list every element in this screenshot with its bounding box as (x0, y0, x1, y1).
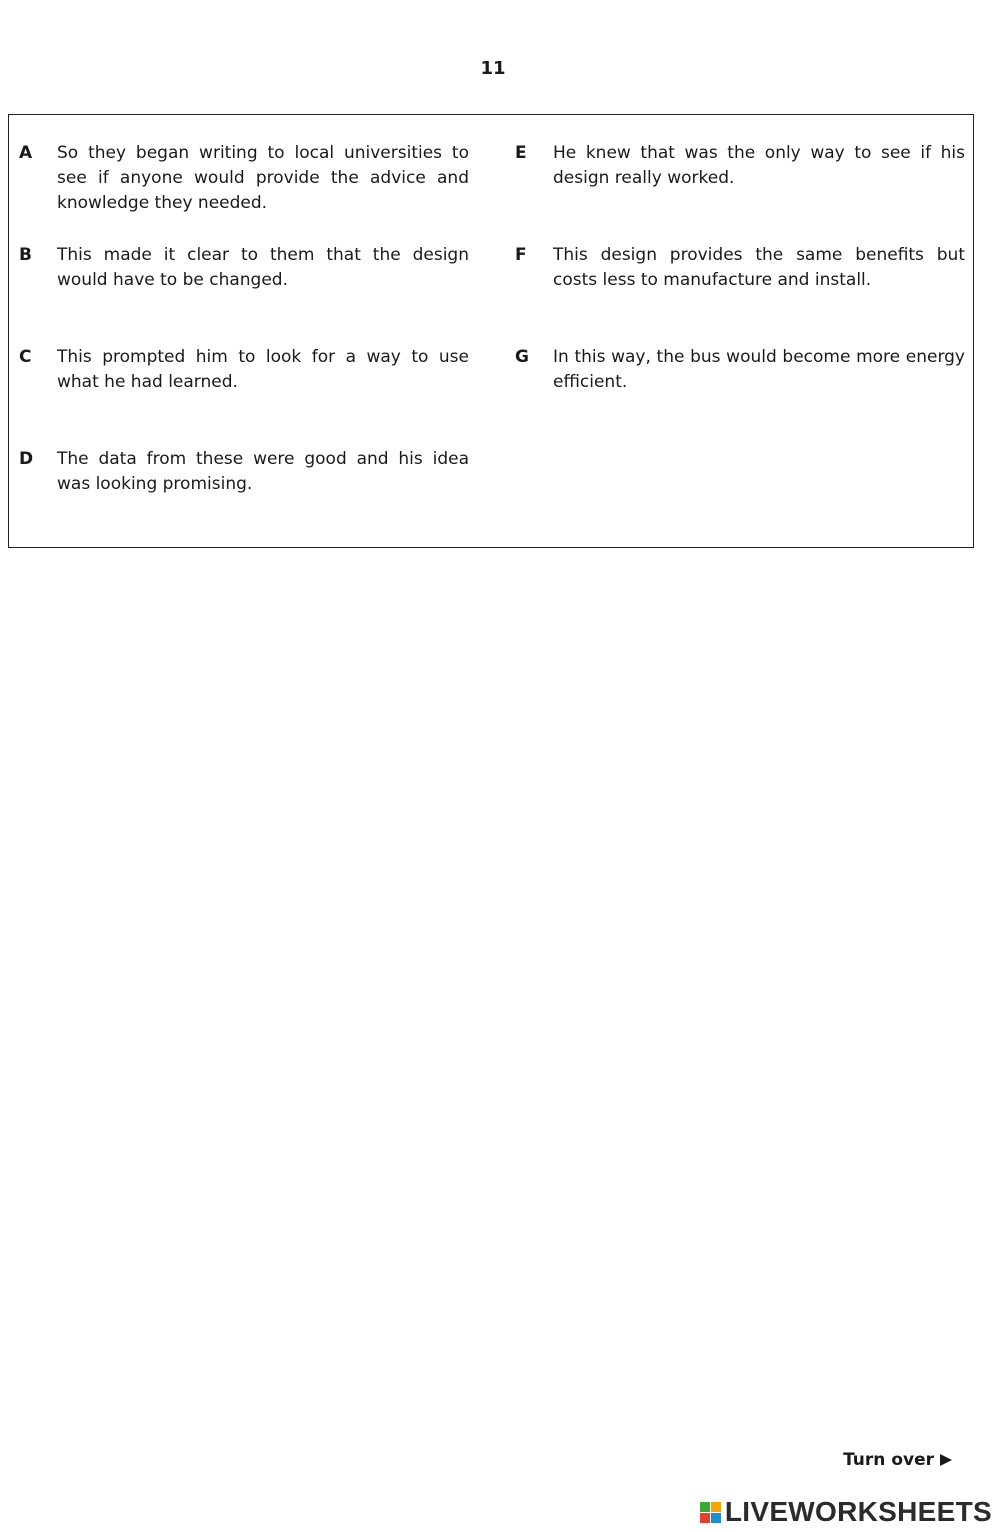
liveworksheets-logo-icon (700, 1502, 721, 1523)
option-text: So they began writing to local universities to see if anyone would provide the advice and knowledge they needed. (57, 143, 469, 213)
option-text: This design provides the same benefits but costs less to manufacture and install. (553, 245, 965, 290)
option-letter: A (19, 143, 33, 163)
option-text: He knew that was the only way to see if his design really worked. (553, 143, 965, 188)
option-letter: F (515, 245, 527, 265)
page-number: 11 (480, 58, 506, 79)
logo-cell-blue (711, 1513, 721, 1523)
option-text: This prompted him to look for a way to use what he had learned. (57, 347, 469, 392)
options-box (8, 114, 974, 548)
option-text: This made it clear to them that the design would have to be changed. (57, 245, 469, 290)
option-letter: D (19, 449, 34, 469)
turn-over-text: Turn over (843, 1450, 934, 1470)
option-letter: B (19, 245, 32, 265)
turn-over-label (843, 1450, 952, 1470)
option-letter: E (515, 143, 527, 163)
right-triangle-arrow-icon (940, 1454, 952, 1466)
logo-cell-orange (711, 1502, 721, 1512)
option-text: In this way, the bus would become more energy efficient. (553, 347, 965, 392)
brand-watermark[interactable] (700, 1496, 992, 1528)
option-letter: G (515, 347, 529, 367)
option-text: The data from these were good and his idea was looking promising. (57, 449, 469, 494)
logo-cell-green (700, 1502, 710, 1512)
logo-cell-red (700, 1513, 710, 1523)
option-letter: C (19, 347, 32, 367)
brand-text: LIVEWORKSHEETS (724, 1496, 992, 1527)
